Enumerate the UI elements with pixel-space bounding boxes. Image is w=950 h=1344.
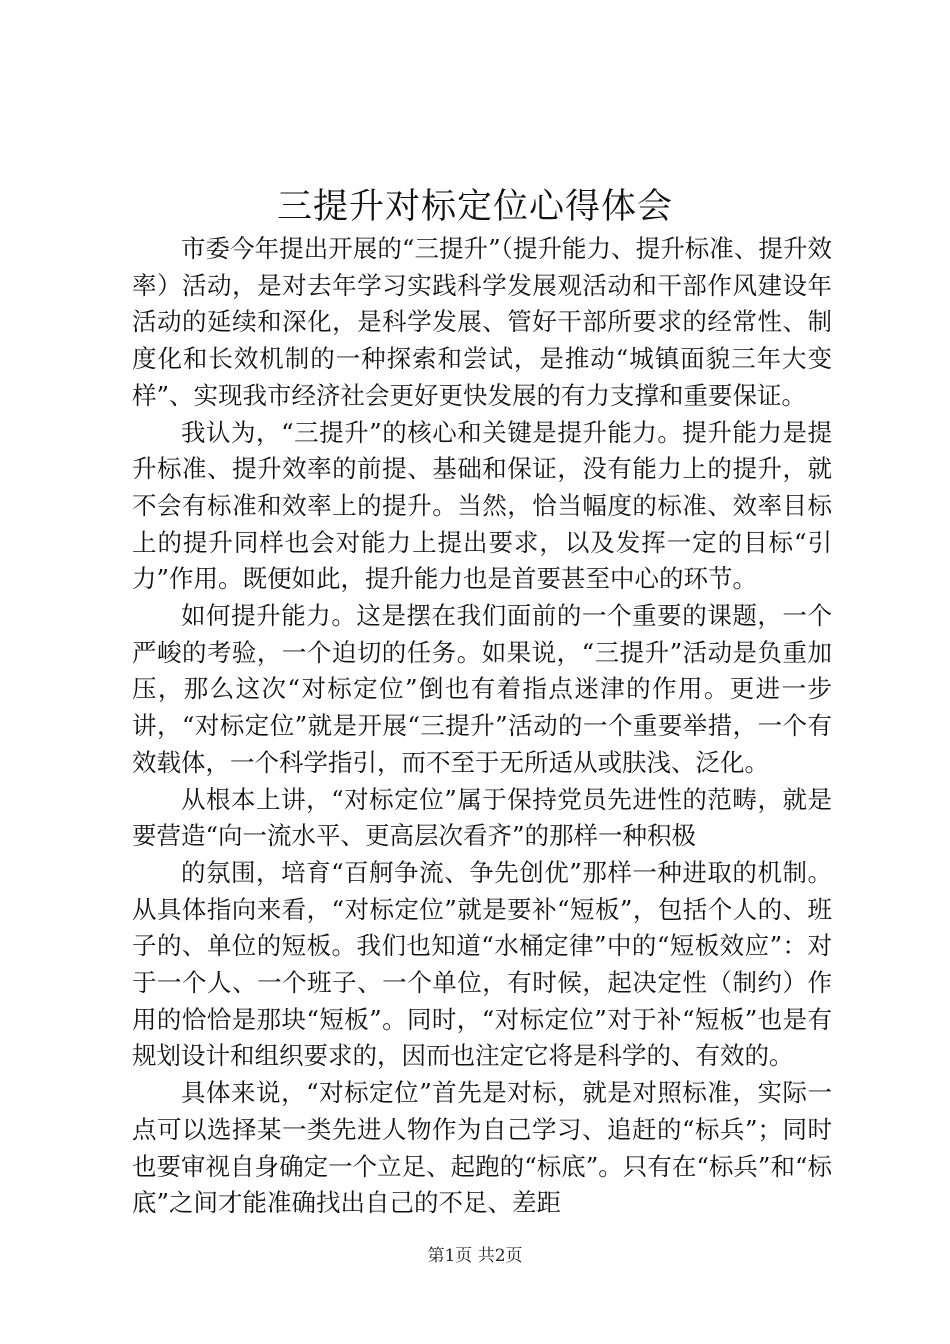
paragraph-5: 的氛围，培育“百舸争流、争先创优”那样一种进取的机制。从具体指向来看，“对标定位”就是要补“短板”，包括个人的、班子的、单位的短板。我们也知道“水桶定律”中的“短板效应”：对于一个人、一个班子、一个单位，有时候，起决定性（制约）作用的恰恰是那块“短板”。同时，“对标定位”对于补“短板”也是有规划设计和组织要求的，因而也注定它将是科学的、有效的。 [132, 857, 832, 1071]
paragraph-2: 我认为，“三提升”的核心和关键是提升能力。提升能力是提升标准、提升效率的前提、基础和保证，没有能力上的提升，就不会有标准和效率上的提升。当然，恰当幅度的标准、效率目标上的提升同样也会对能力上提出要求，以及发挥一定的目标“引力”作用。既便如此，提升能力也是首要甚至中心的环节。 [132, 417, 832, 594]
paragraph-3: 如何提升能力。这是摆在我们面前的一个重要的课题，一个严峻的考验，一个迫切的任务。如果说，“三提升”活动是负重加压，那么这次“对标定位”倒也有着指点迷津的作用。更进一步讲，“对标定位”就是开展“三提升”活动的一个重要举措，一个有效载体，一个科学指引，而不至于无所适从或肤浅、泛化。 [132, 601, 832, 777]
page-number-footer: 第1页 共2页 [427, 1246, 523, 1266]
document-title: 三提升对标定位心得体会 [276, 187, 673, 227]
paragraph-4: 从根本上讲，“对标定位”属于保持党员先进性的范畴，就是要营造“向一流水平、更高层次看齐”的那样一种积极 [132, 784, 832, 851]
paragraph-1: 市委今年提出开展的“三提升”（提升能力、提升标准、提升效率）活动，是对去年学习实践科学发展观活动和干部作风建设年活动的延续和深化，是科学发展、管好干部所要求的经常性、制度化和长效机制的一种探索和尝试，是推动“城镇面貌三年大变样”、实现我市经济社会更好更快发展的有力支撑和重要保证。 [132, 234, 832, 410]
paragraph-6: 具体来说，“对标定位”首先是对标，就是对照标准，实际一点可以选择某一类先进人物作为自己学习、追赶的“标兵”；同时也要审视自身确定一个立足、起跑的“标底”。只有在“标兵”和“标底”之间才能准确找出自己的不足、差距 [132, 1078, 832, 1218]
document-body [132, 231, 832, 1222]
